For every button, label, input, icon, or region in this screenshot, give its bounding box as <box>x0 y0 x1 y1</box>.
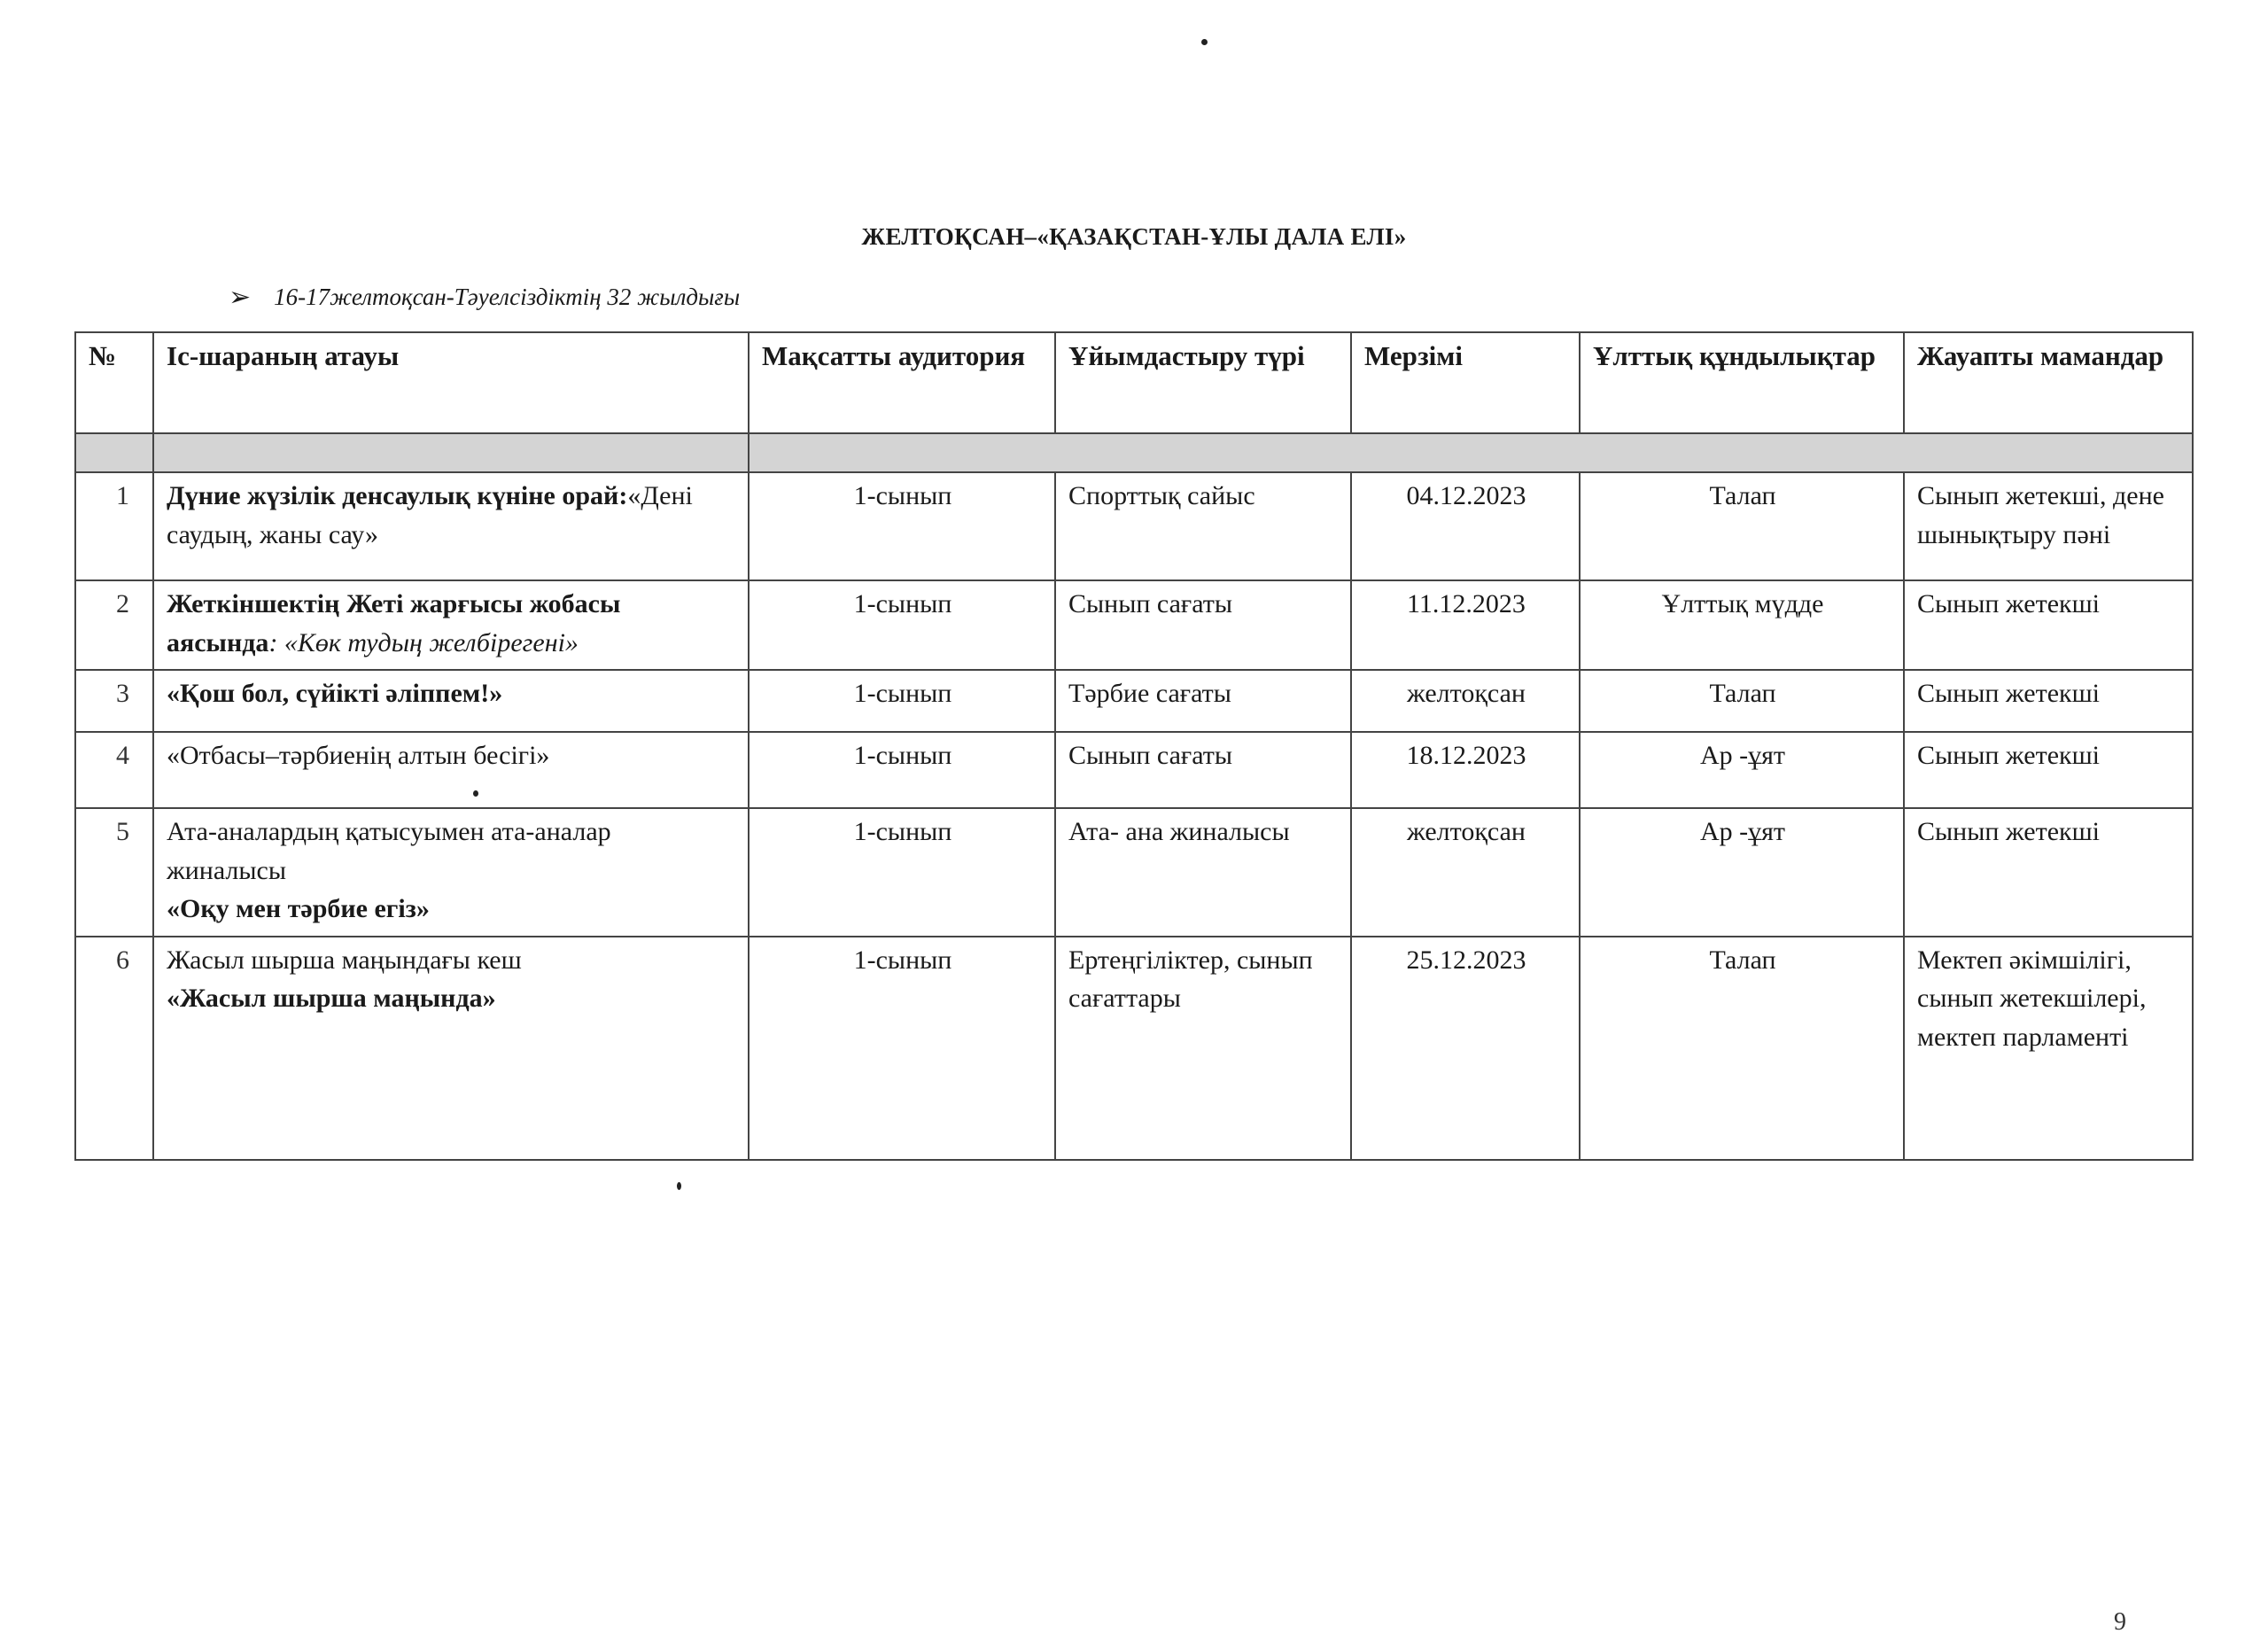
row-name-bold: «Жасыл шырша маңында» <box>167 984 496 1013</box>
row-date: желтоқсан <box>1351 670 1580 732</box>
row-name-bold: «Қош бол, сүйікті әліппем!» <box>167 679 503 708</box>
row-num: 4 <box>75 732 153 808</box>
row-form: Тәрбие сағаты <box>1055 670 1351 732</box>
row-audience: 1-сынып <box>749 580 1055 670</box>
row-responsible: Сынып жетекші <box>1904 670 2193 732</box>
row-name-plain: Жасыл шырша маңындағы кеш <box>167 945 522 975</box>
header-date: Мерзімі <box>1351 332 1580 433</box>
row-form: Сынып сағаты <box>1055 580 1351 670</box>
row-name-plain: «Дені саудың, жаны сау» <box>167 481 693 549</box>
row-name-plain: «Отбасы–тәрбиенің алтын бесігі» <box>167 741 550 770</box>
row-form: Ата- ана жиналысы <box>1055 808 1351 937</box>
row-value: Ар -ұят <box>1580 732 1904 808</box>
table-row <box>75 808 2193 937</box>
row-value: Талап <box>1580 937 1904 1160</box>
row-num: 6 <box>75 937 153 1160</box>
row-form: Ертеңгіліктер, сынып сағаттары <box>1055 937 1351 1160</box>
subtitle-text: 16-17желтоқсан-Тәуелсіздіктің 32 жылдығы <box>274 284 741 310</box>
row-name-plain: Ата-аналардың қатысуымен ата-аналар жиналысы <box>167 817 611 885</box>
scan-speck <box>473 790 478 797</box>
header-num: № <box>75 332 153 433</box>
row-value: Талап <box>1580 670 1904 732</box>
table-row <box>75 670 2193 732</box>
band-cell <box>75 433 153 472</box>
scan-speck <box>1201 39 1208 45</box>
row-date: 04.12.2023 <box>1351 472 1580 580</box>
row-responsible: Сынып жетекші <box>1904 580 2193 670</box>
header-name: Іс-шараның атауы <box>153 332 749 433</box>
row-responsible: Мектеп әкімшілігі, сынып жетекшілері, мектеп парламенті <box>1904 937 2193 1160</box>
table-row <box>75 732 2193 808</box>
table-row <box>75 580 2193 670</box>
row-audience: 1-сынып <box>749 670 1055 732</box>
row-value: Талап <box>1580 472 1904 580</box>
row-date: желтоқсан <box>1351 808 1580 937</box>
row-name <box>153 732 749 808</box>
row-name <box>153 808 749 937</box>
row-name <box>153 937 749 1160</box>
header-values: Ұлттық құндылықтар <box>1580 332 1904 433</box>
header-audience: Мақсатты аудитория <box>749 332 1055 433</box>
row-name <box>153 472 749 580</box>
row-form: Спорттық сайыс <box>1055 472 1351 580</box>
row-name-bold: «Оқу мен тәрбие егіз» <box>167 894 430 923</box>
scan-speck <box>677 1182 681 1190</box>
header-form: Ұйымдастыру түрі <box>1055 332 1351 433</box>
table-header-row <box>75 332 2193 433</box>
row-num: 3 <box>75 670 153 732</box>
row-name <box>153 580 749 670</box>
row-responsible: Сынып жетекші <box>1904 732 2193 808</box>
row-value: Ұлттық мүдде <box>1580 580 1904 670</box>
page-title: ЖЕЛТОҚСАН–«ҚАЗАҚСТАН-ҰЛЫ ДАЛА ЕЛІ» <box>861 223 1407 250</box>
page-number: 9 <box>2114 1608 2126 1636</box>
events-table <box>74 331 2194 1161</box>
row-name-bold: Дүние жүзілік денсаулық күніне орай: <box>167 481 628 510</box>
row-date: 11.12.2023 <box>1351 580 1580 670</box>
row-audience: 1-сынып <box>749 732 1055 808</box>
table-row <box>75 937 2193 1160</box>
row-name-bold: Жеткіншектің Жеті жарғысы жобасы аясында <box>167 589 621 657</box>
subtitle <box>229 282 740 313</box>
shaded-band-row <box>75 433 2193 472</box>
row-form: Сынып сағаты <box>1055 732 1351 808</box>
header-responsible: Жауапты мамандар <box>1904 332 2193 433</box>
row-audience: 1-сынып <box>749 808 1055 937</box>
table-row <box>75 472 2193 580</box>
row-responsible: Сынып жетекші, дене шынықтыру пәні <box>1904 472 2193 580</box>
row-num: 1 <box>75 472 153 580</box>
row-num: 5 <box>75 808 153 937</box>
row-date: 25.12.2023 <box>1351 937 1580 1160</box>
band-cell <box>153 433 749 472</box>
arrow-bullet-icon: ➢ <box>229 283 252 312</box>
band-cell <box>749 433 2193 472</box>
row-audience: 1-сынып <box>749 937 1055 1160</box>
row-responsible: Сынып жетекші <box>1904 808 2193 937</box>
row-name-italic: : «Көк тудың желбірегені» <box>268 627 579 657</box>
row-num: 2 <box>75 580 153 670</box>
row-name <box>153 670 749 732</box>
row-date: 18.12.2023 <box>1351 732 1580 808</box>
row-audience: 1-сынып <box>749 472 1055 580</box>
row-value: Ар -ұят <box>1580 808 1904 937</box>
